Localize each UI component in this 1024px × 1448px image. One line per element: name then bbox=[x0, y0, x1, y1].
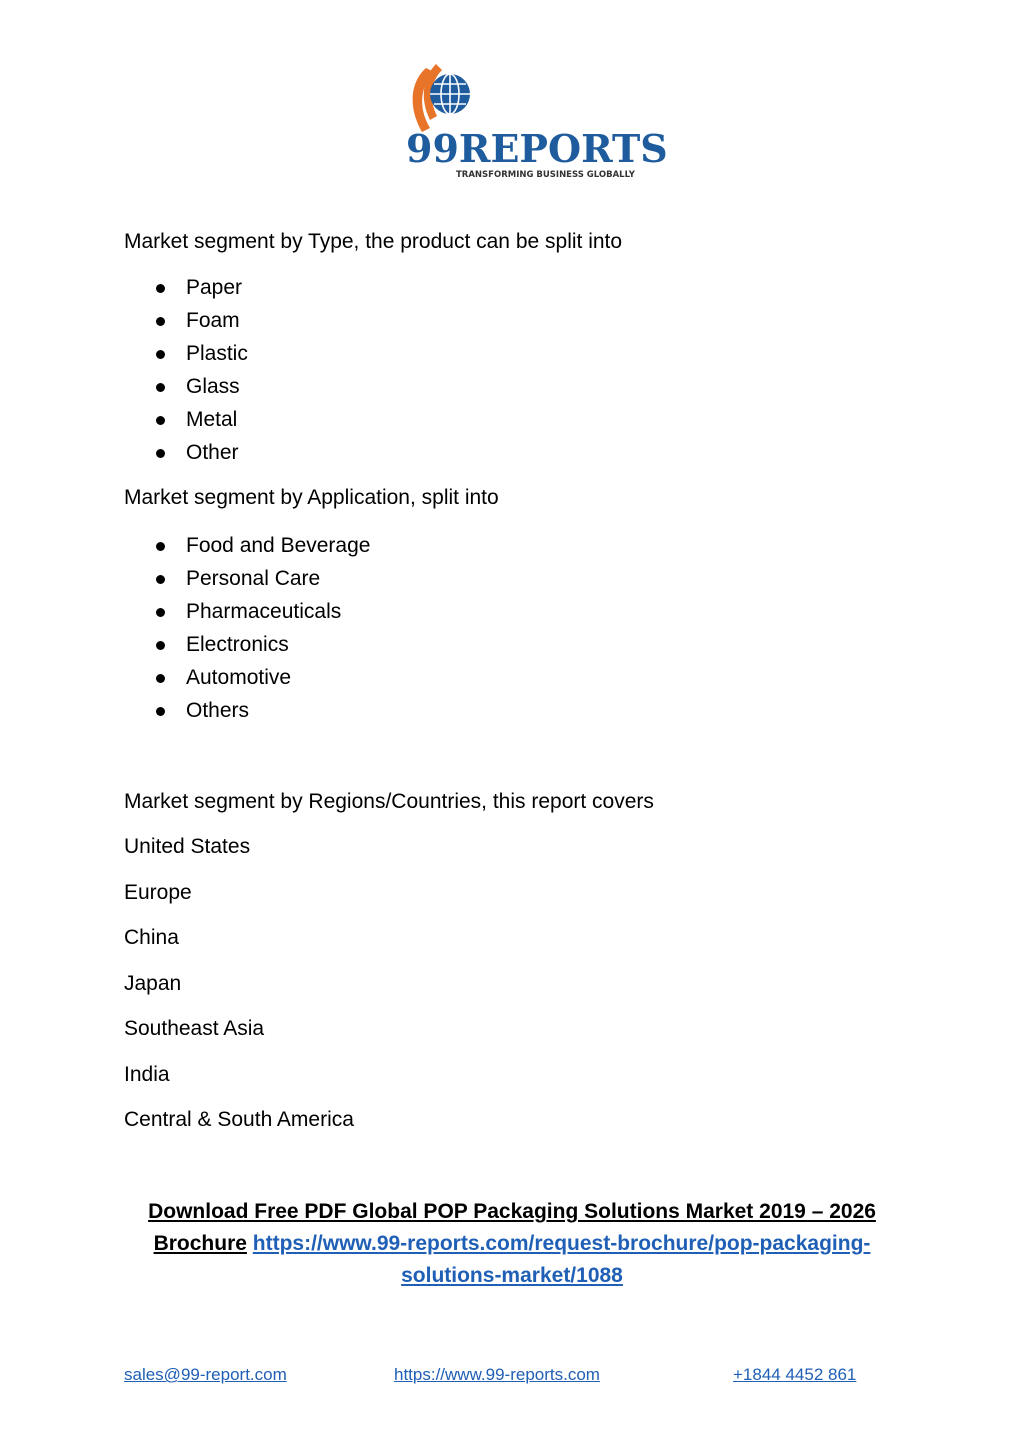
list-item: Pharmaceuticals bbox=[124, 599, 370, 632]
email-link[interactable]: sales@99-report.com bbox=[124, 1365, 287, 1384]
region-item: India bbox=[124, 1063, 170, 1086]
region-item: Southeast Asia bbox=[124, 1017, 265, 1040]
region-item: United States bbox=[124, 835, 251, 858]
region-item: Europe bbox=[124, 881, 192, 904]
logo-brand-text: 99REPORTS bbox=[406, 126, 668, 171]
footer-website bbox=[394, 1364, 600, 1386]
regions-section-heading: Market segment by Regions/Countries, this report covers bbox=[124, 790, 654, 813]
list-item: Glass bbox=[124, 374, 248, 407]
region-item: Japan bbox=[124, 972, 182, 995]
bullet-icon bbox=[156, 575, 165, 584]
type-list bbox=[124, 275, 248, 473]
bullet-icon bbox=[156, 608, 165, 617]
bullet-icon bbox=[156, 383, 165, 392]
list-item: Other bbox=[124, 440, 248, 473]
footer-phone bbox=[733, 1364, 856, 1386]
globe-logo-icon bbox=[404, 60, 668, 185]
footer-email bbox=[124, 1364, 287, 1386]
bullet-icon bbox=[156, 542, 165, 551]
bullet-icon bbox=[156, 350, 165, 359]
bullet-icon bbox=[156, 707, 165, 716]
list-item: Others bbox=[124, 698, 370, 731]
bullet-icon bbox=[156, 641, 165, 650]
list-item: Metal bbox=[124, 407, 248, 440]
website-link[interactable]: https://www.99-reports.com bbox=[394, 1365, 600, 1384]
list-item: Electronics bbox=[124, 632, 370, 665]
type-section-heading: Market segment by Type, the product can be split into bbox=[124, 230, 623, 253]
phone-link[interactable]: +1844 4452 861 bbox=[733, 1365, 857, 1384]
list-item: Personal Care bbox=[124, 566, 370, 599]
region-item: China bbox=[124, 926, 179, 949]
list-item: Foam bbox=[124, 308, 248, 341]
list-item: Automotive bbox=[124, 665, 370, 698]
brand-logo bbox=[404, 60, 668, 185]
application-list bbox=[124, 533, 370, 731]
list-item: Food and Beverage bbox=[124, 533, 370, 566]
brochure-link[interactable]: https://www.99-reports.com/request-brochure/pop-packaging-solutions-market/1088 bbox=[252, 1232, 871, 1287]
bullet-icon bbox=[156, 317, 165, 326]
cta-title: Download Free PDF Global POP Packaging Solutions Market 2019 – 2026 bbox=[148, 1200, 876, 1223]
bullet-icon bbox=[156, 674, 165, 683]
application-section-heading: Market segment by Application, split into bbox=[124, 486, 499, 509]
brochure-cta bbox=[124, 1196, 900, 1292]
list-item: Plastic bbox=[124, 341, 248, 374]
bullet-icon bbox=[156, 449, 165, 458]
logo-tagline: TRANSFORMING BUSINESS GLOBALLY bbox=[456, 170, 635, 180]
cta-brochure-label: Brochure bbox=[153, 1232, 247, 1255]
bullet-icon bbox=[156, 416, 165, 425]
bullet-icon bbox=[156, 284, 165, 293]
region-item: Central & South America bbox=[124, 1108, 354, 1131]
list-item: Paper bbox=[124, 275, 248, 308]
